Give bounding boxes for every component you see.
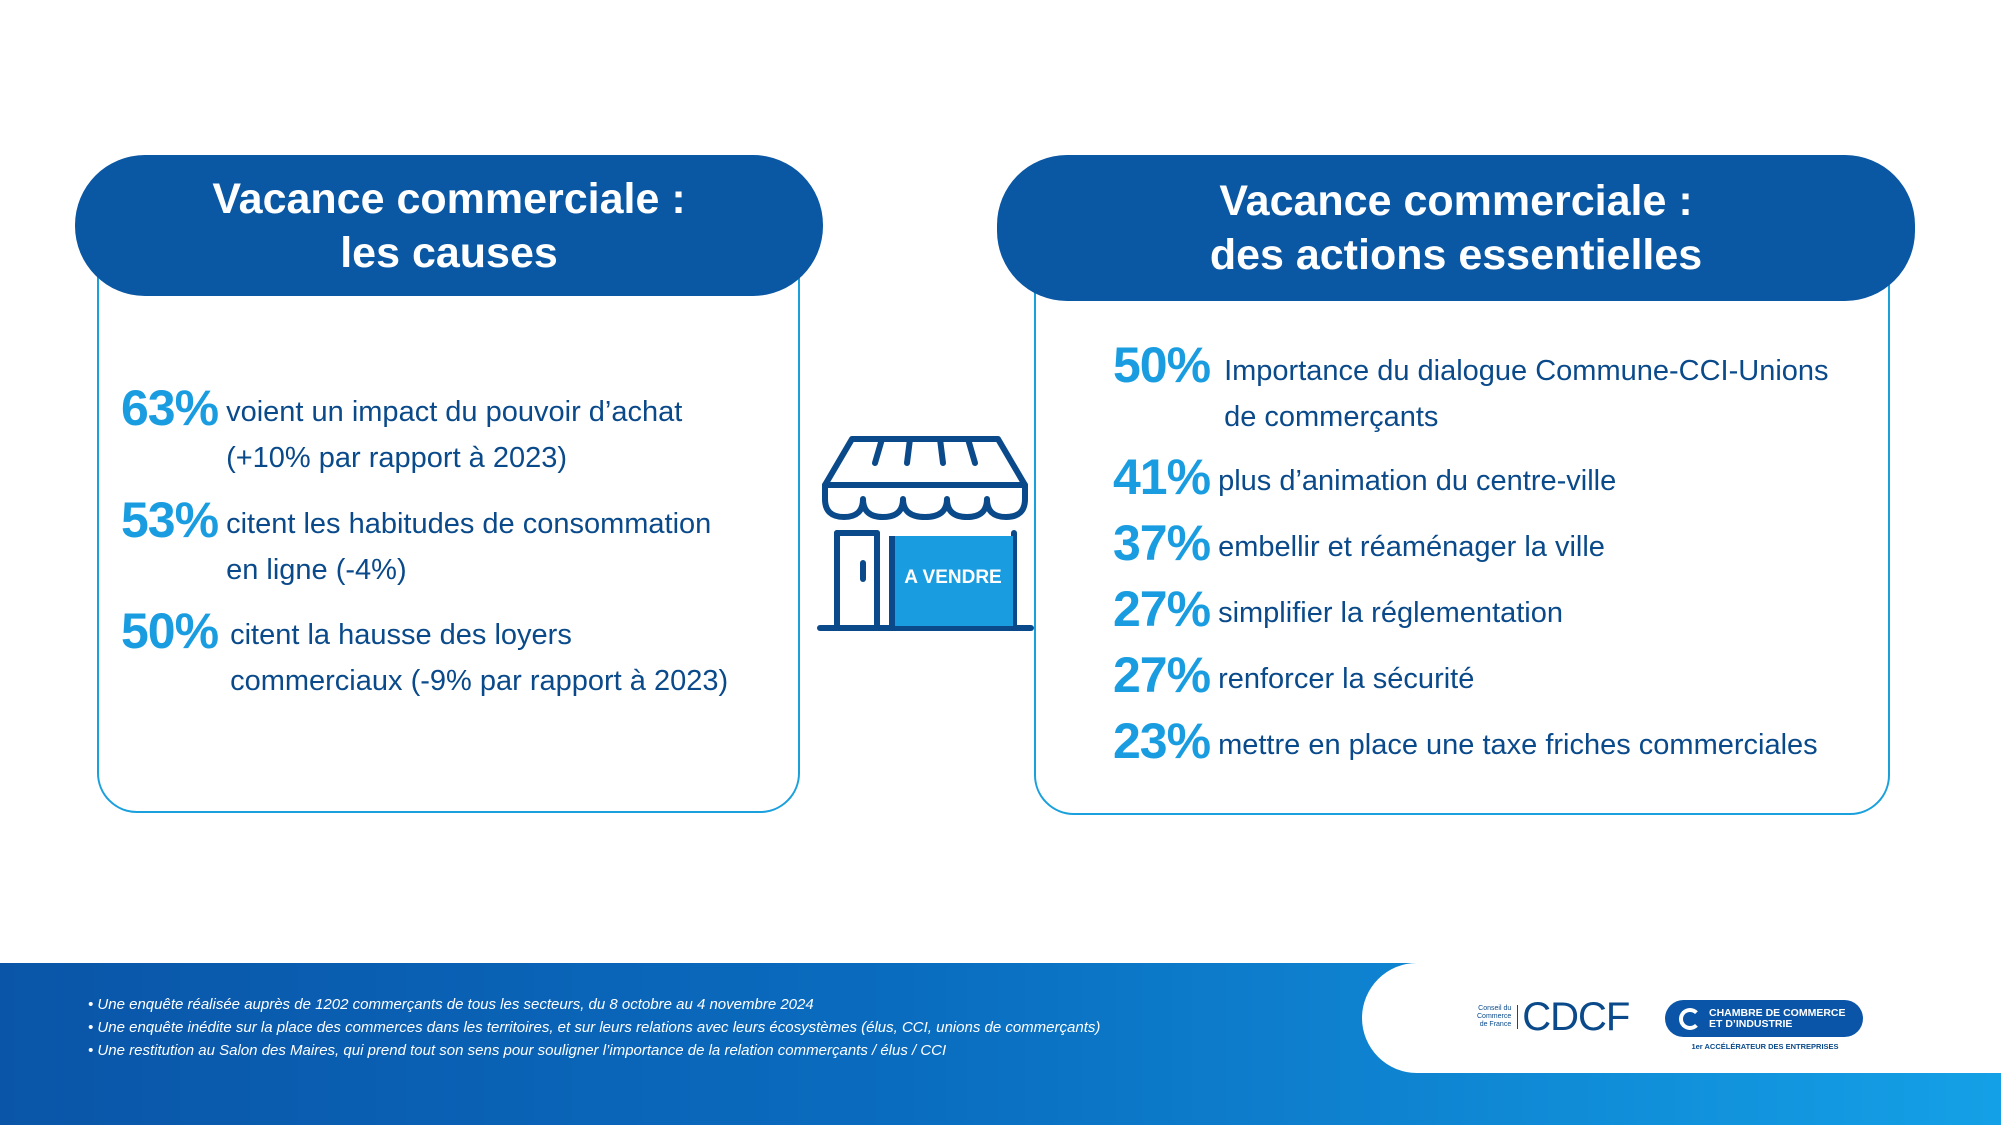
cause-item bbox=[121, 492, 746, 593]
action-text: simplifier la réglementation bbox=[1218, 597, 1564, 629]
action-percent: 23% bbox=[1113, 713, 1211, 769]
cci-tagline: 1er ACCÉLÉRATEUR DES ENTREPRISES bbox=[1691, 1042, 1839, 1051]
cci-name-line1: CHAMBRE DE COMMERCE bbox=[1709, 1006, 1846, 1019]
cause-percent: 63% bbox=[121, 380, 219, 436]
footer-note: • Une enquête inédite sur la place des commerces dans les territoires, et sur leurs relations avec leurs écosystèmes (élus, CCI, unions de commerçants) bbox=[88, 1019, 1101, 1036]
action-text: mettre en place une taxe friches commerciales bbox=[1218, 729, 1818, 761]
footer-note: • Une restitution au Salon des Maires, qui prend tout son sens pour souligner l’importance de la relation commerçants / élus / CCI bbox=[88, 1042, 947, 1059]
cause-text-line2: (+10% par rapport à 2023) bbox=[226, 442, 568, 474]
actions-title bbox=[997, 155, 1915, 301]
causes-title bbox=[75, 155, 823, 296]
action-percent: 27% bbox=[1113, 581, 1211, 637]
action-text-line1: Importance du dialogue Commune-CCI-Unions bbox=[1224, 355, 1829, 387]
cause-text-line1: voient un impact du pouvoir d’achat bbox=[226, 396, 683, 428]
cdcf-small-text: de France bbox=[1479, 1021, 1512, 1028]
action-item bbox=[1113, 581, 1858, 637]
cdcf-logo bbox=[1477, 994, 1630, 1039]
cdcf-wordmark: CDCF bbox=[1522, 994, 1630, 1039]
cause-text-line2: en ligne (-4%) bbox=[226, 554, 407, 586]
cause-text-line1: citent la hausse des loyers bbox=[230, 619, 572, 651]
action-item bbox=[1113, 449, 1858, 505]
cci-c-icon bbox=[1679, 1008, 1701, 1030]
cci-name-line2: ET D’INDUSTRIE bbox=[1709, 1017, 1793, 1030]
causes-title-line2: les causes bbox=[340, 228, 558, 277]
action-percent: 37% bbox=[1113, 515, 1211, 571]
action-percent: 50% bbox=[1113, 337, 1211, 393]
cause-item bbox=[121, 380, 746, 481]
for-sale-label: A VENDRE bbox=[904, 567, 1002, 588]
cause-percent: 53% bbox=[121, 492, 219, 548]
cdcf-small-text: Conseil du bbox=[1478, 1005, 1512, 1012]
action-text: embellir et réaménager la ville bbox=[1218, 531, 1605, 563]
causes-title-line1: Vacance commerciale : bbox=[212, 174, 686, 223]
footer-notes bbox=[88, 993, 1100, 1062]
action-item bbox=[1113, 647, 1858, 703]
actions-title-line2: des actions essentielles bbox=[1209, 231, 1703, 279]
shop-storefront-icon bbox=[817, 433, 1035, 633]
action-percent: 41% bbox=[1113, 449, 1211, 505]
action-text: plus d’animation du centre-ville bbox=[1218, 465, 1617, 497]
cause-text-line1: citent les habitudes de consommation bbox=[226, 508, 712, 540]
action-item bbox=[1113, 515, 1858, 571]
action-text-line2: de commerçants bbox=[1224, 401, 1439, 433]
footer-note: • Une enquête réalisée auprès de 1202 commerçants de tous les secteurs, du 8 octobre au 4 novembre 2024 bbox=[88, 996, 814, 1013]
cdcf-small-text: Commerce bbox=[1477, 1013, 1512, 1020]
actions-title-line1: Vacance commerciale : bbox=[1219, 177, 1693, 225]
cause-item bbox=[121, 603, 750, 704]
action-item bbox=[1113, 713, 1858, 769]
cause-text-line2: commerciaux (-9% par rapport à 2023) bbox=[230, 665, 729, 697]
action-text: renforcer la sécurité bbox=[1218, 663, 1475, 695]
cause-percent: 50% bbox=[121, 603, 219, 659]
action-percent: 27% bbox=[1113, 647, 1211, 703]
cci-logo bbox=[1665, 1000, 1863, 1037]
action-item bbox=[1113, 337, 1864, 440]
